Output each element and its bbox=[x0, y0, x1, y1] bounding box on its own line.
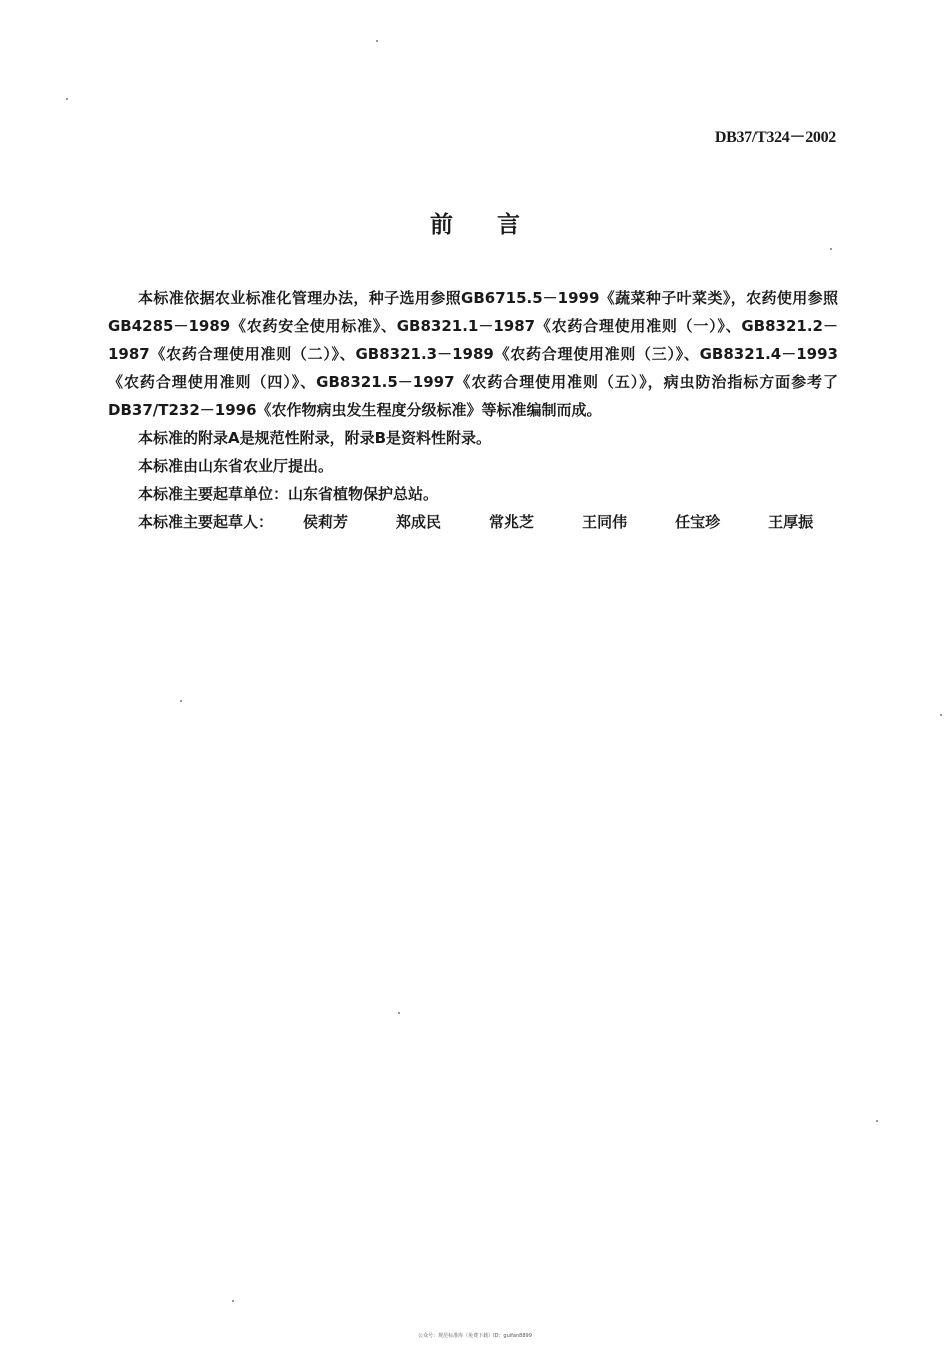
drafter-name: 任宝珍 bbox=[675, 513, 721, 531]
paragraph-basis: 本标准依据农业标准化管理办法，种子选用参照GB6715.5－1999《蔬菜种子叶菜类》，农药使用参照GB4285－1989《农药安全使用标准》、GB8321.1－1987《农药合理使用准则（一）》、GB8321.2－1987《农药合理使用准则（二）》、GB8321.3－1989《农药合理使用准则（三）》、GB8321.4－1993《农药合理使用准则（四）》、GB8321.5－1997《农药合理使用准则（五）》，病虫防治指标方面参考了DB37/T232－1996《农作物病虫发生程度分级标准》等标准编制而成。 bbox=[108, 289, 838, 419]
foreword-body bbox=[108, 284, 838, 536]
scan-speck bbox=[180, 700, 182, 702]
drafter-name: 侯莉芳 bbox=[303, 513, 349, 531]
paragraph-proposer: 本标准由山东省农业厅提出。 bbox=[138, 457, 334, 475]
paragraph-drafters bbox=[108, 508, 838, 536]
paragraph-appendix: 本标准的附录A是规范性附录，附录B是资料性附录。 bbox=[138, 429, 492, 447]
page-title: 前言 bbox=[430, 212, 564, 238]
scan-speck bbox=[940, 714, 942, 716]
drafters-label: 本标准主要起草人： bbox=[138, 513, 274, 531]
paragraph-drafting-unit: 本标准主要起草单位：山东省植物保护总站。 bbox=[138, 485, 439, 503]
footer-watermark: 公众号：规范标准库（免费下载）ID：guifan8899 bbox=[418, 1333, 532, 1339]
document-code: DB37/T324－2002 bbox=[714, 129, 836, 146]
scan-speck bbox=[830, 248, 832, 250]
drafter-name: 郑成民 bbox=[396, 513, 442, 531]
drafter-name: 王厚振 bbox=[768, 513, 814, 531]
drafter-name: 常兆芝 bbox=[489, 513, 535, 531]
drafter-list bbox=[273, 513, 831, 531]
scan-speck bbox=[66, 98, 68, 100]
scan-speck bbox=[376, 40, 378, 42]
scan-speck bbox=[398, 1012, 400, 1014]
drafter-name: 王同伟 bbox=[582, 513, 628, 531]
scan-speck bbox=[232, 1300, 234, 1302]
scan-speck bbox=[876, 1120, 878, 1122]
